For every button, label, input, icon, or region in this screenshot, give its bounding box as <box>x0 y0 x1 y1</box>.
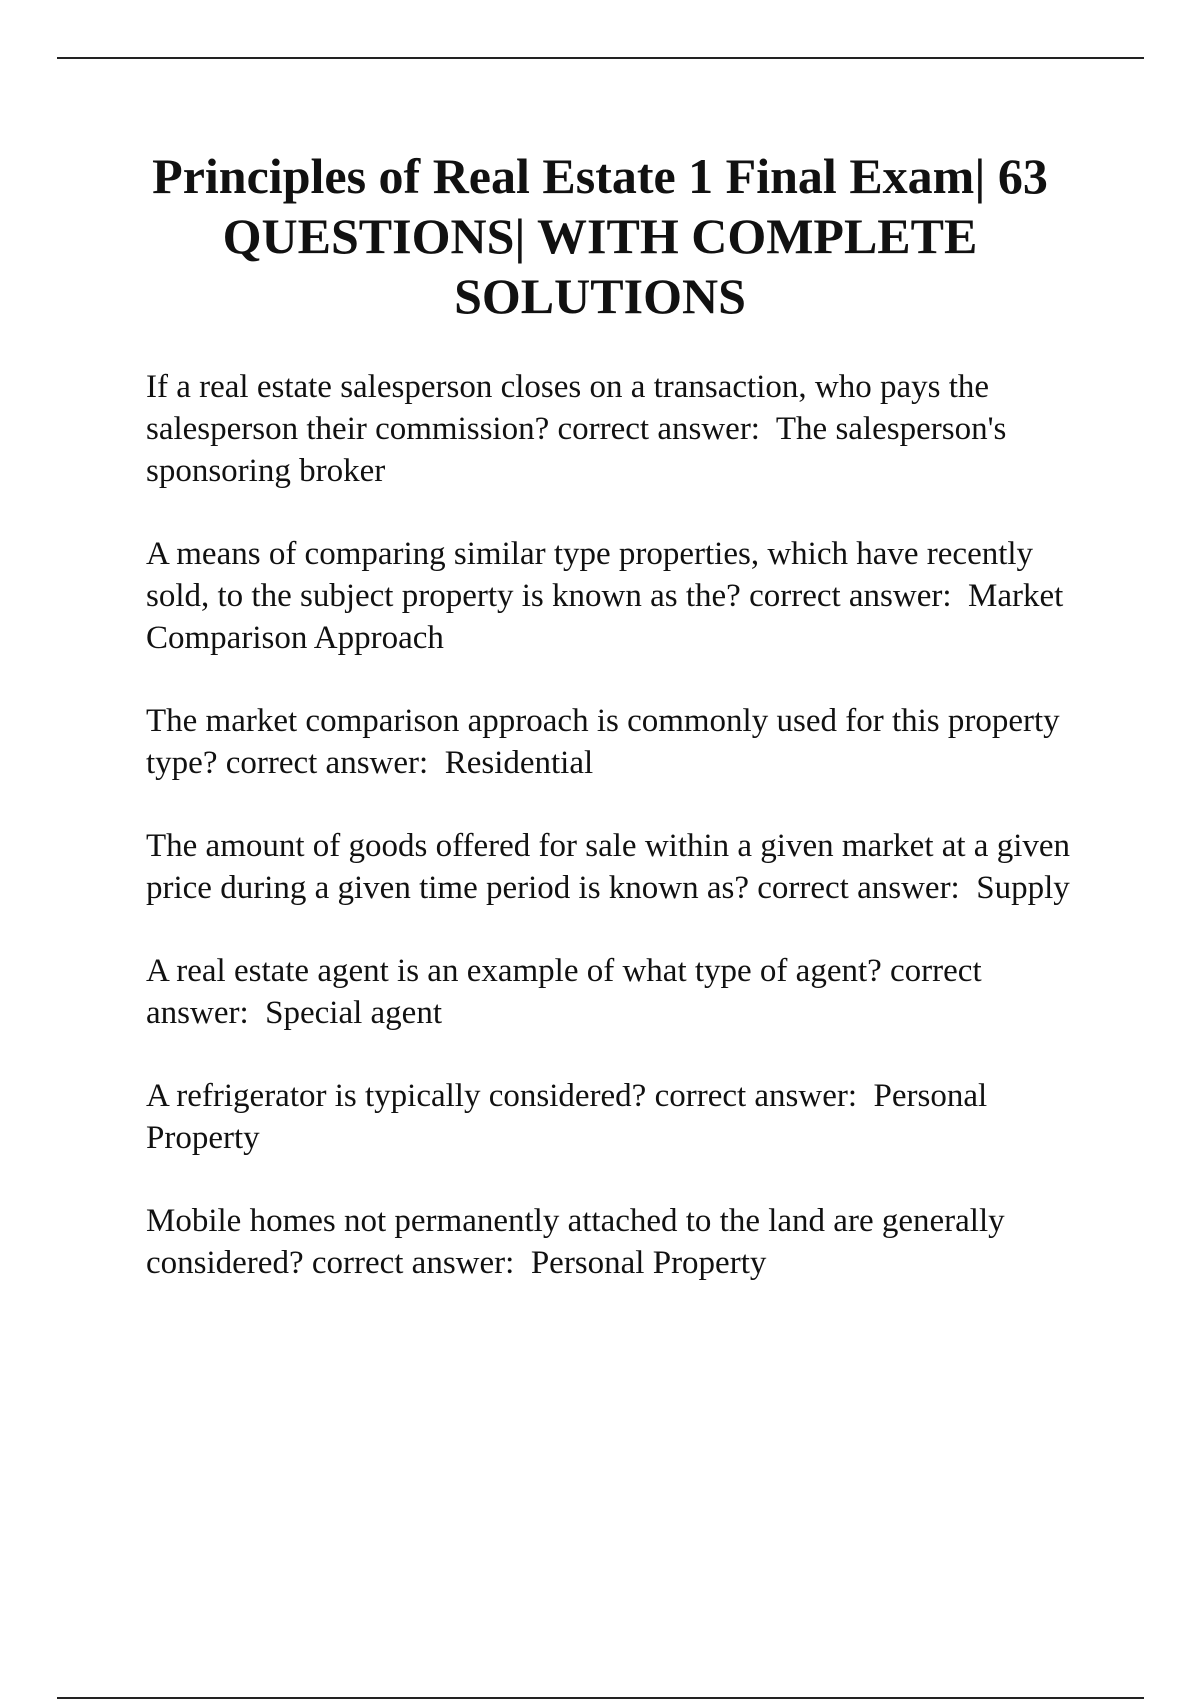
answer-label: correct answer: <box>757 870 960 906</box>
qa-item <box>146 1200 1086 1284</box>
question-text: A real estate agent is an example of what type of agent? <box>146 953 882 989</box>
document-title: Principles of Real Estate 1 Final Exam| 63 QUESTIONS| WITH COMPLETE SOLUTIONS <box>152 148 1048 324</box>
answer-label: correct answer: <box>654 1078 858 1114</box>
answer-label: correct answer: <box>225 745 429 781</box>
qa-item <box>146 1075 1086 1159</box>
answer-text: Supply <box>976 870 1070 906</box>
answer-text: Special agent <box>265 995 442 1031</box>
qa-item <box>146 950 1086 1034</box>
question-text: The market comparison approach is commonly used for this property type? <box>146 703 1060 781</box>
qa-item <box>146 533 1086 659</box>
question-text: If a real estate salesperson closes on a transaction, who pays the salesperson their commission? <box>146 369 990 447</box>
qa-item <box>146 366 1086 492</box>
answer-label: correct answer: <box>311 1245 515 1281</box>
qa-list <box>146 366 1086 1325</box>
question-text: A refrigerator is typically considered? <box>146 1078 647 1114</box>
answer-text: The salesperson's sponsoring broker <box>146 411 1007 489</box>
answer-text: Personal Property <box>146 1078 988 1156</box>
answer-text: Market Comparison Approach <box>146 578 1064 656</box>
answer-label: correct answer: <box>557 411 760 447</box>
qa-item <box>146 825 1086 909</box>
top-rule <box>57 57 1144 59</box>
answer-label: correct answer: <box>146 953 982 1031</box>
qa-item <box>146 700 1086 784</box>
question-text: The amount of goods offered for sale within a given market at a given price during a given time period is known as? <box>146 828 1071 906</box>
answer-text: Personal Property <box>530 1245 767 1281</box>
answer-label: correct answer: <box>749 578 952 614</box>
question-text: A means of comparing similar type properties, which have recently sold, to the subject property is known as the? <box>146 536 1034 614</box>
bottom-rule <box>57 1697 1144 1699</box>
question-text: Mobile homes not permanently attached to the land are generally considered? <box>146 1203 1005 1281</box>
answer-text: Residential <box>444 745 594 781</box>
